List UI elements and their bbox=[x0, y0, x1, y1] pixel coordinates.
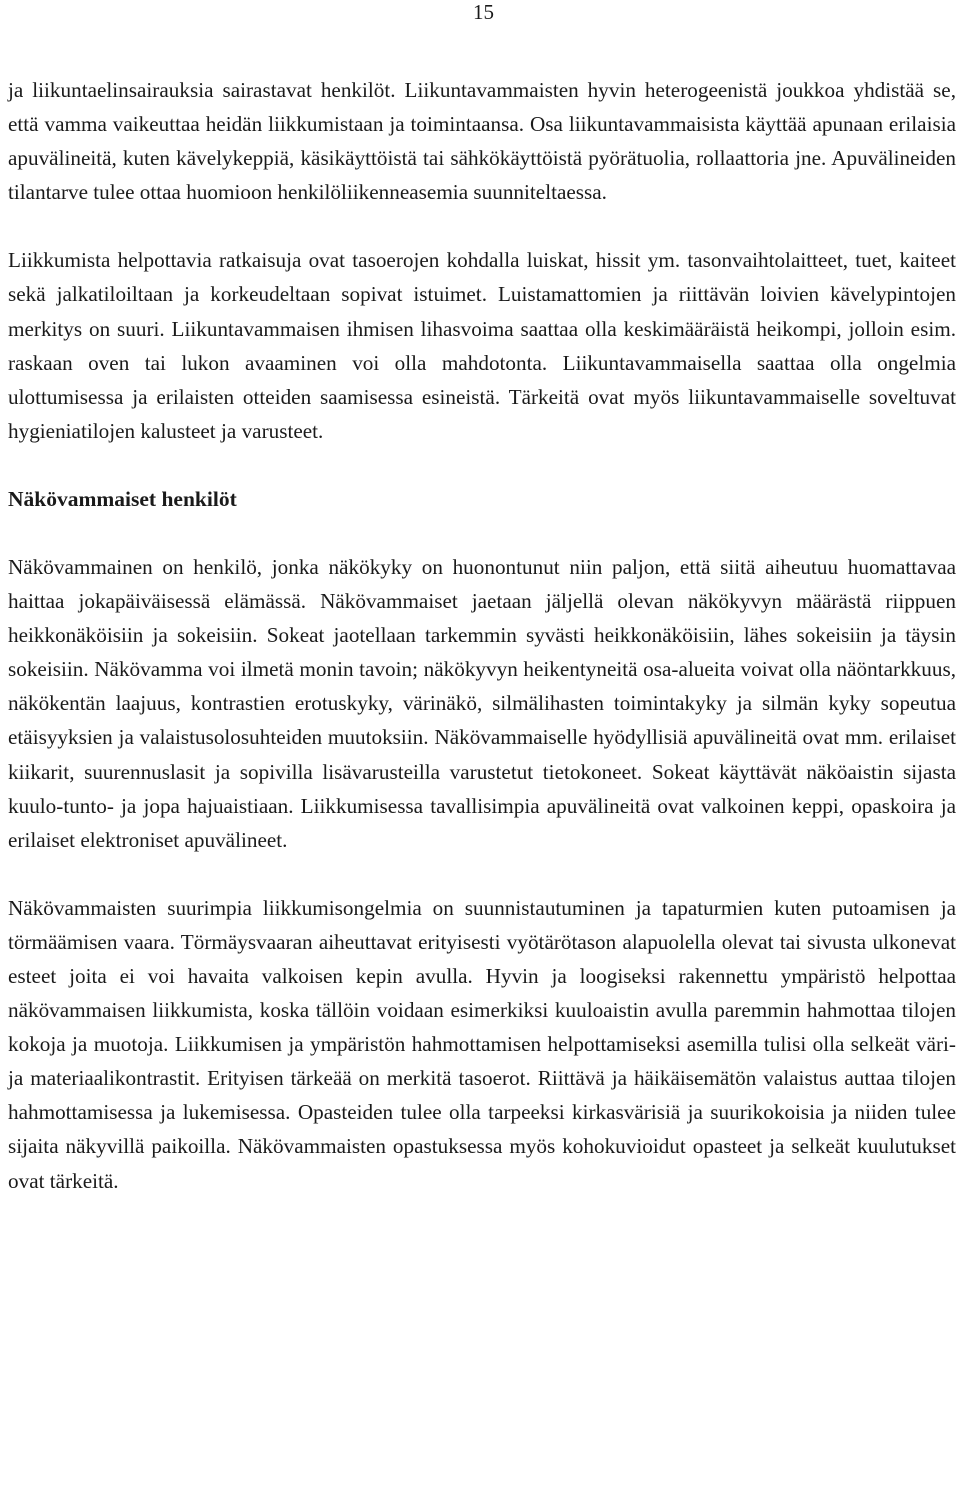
paragraph-orientation: Näkövammaisten suurimpia liikkumisongelmia on suunnistautuminen ja tapaturmien kuten putoamisen ja törmäämisen vaara. Törmäysvaaran aiheuttavat erityisesti vyötärötason alapuolella olevat tai sivusta ulkonevat esteet joita ei voi havaita valkoisen kepin avulla. Hyvin ja loogiseksi rakennettu ympäristö helpottaa näkövammaisen liikkumista, koska tällöin voidaan esimerkiksi kuuloaistin avulla paremmin hahmottaa tilojen kokoja ja muotoja. Liikkumisen ja ympäristön hahmottamisen helpottamiseksi asemilla tulisi olla selkeät väri- ja materiaalikontrastit. Erityisen tärkeää on merkitä tasoerot. Riittävä ja häikäisemätön valaistus auttaa tilojen hahmottamisessa ja lukemisessa. Opasteiden tulee olla tarpeeksi kirkasvärisiä ja suurikokoisia ja niiden tulee sijaita näkyvillä paikoilla. Näkövammaisten opastuksessa myös kohokuvioidut opasteet ja selkeät kuulutukset ovat tärkeitä. bbox=[8, 895, 956, 1193]
paragraph-spacer bbox=[8, 516, 956, 550]
page-number: 15 bbox=[473, 0, 494, 24]
paragraph-spacer bbox=[8, 448, 956, 482]
section-heading: Näkövammaiset henkilöt bbox=[8, 486, 237, 511]
paragraph-spacer bbox=[8, 209, 956, 243]
paragraph-mobility-solutions: Liikkumista helpottavia ratkaisuja ovat tasoerojen kohdalla luiskat, hissit ym. tasonvaihtolaitteet, tuet, kaiteet sekä jalkatiloiltaan ja korkeudeltaan sopivat istuimet. Luistamattomien ja riittävän loivien kävelypintojen merkitys on suuri. Liikuntavammaisen ihmisen lihasvoima saattaa olla keskimääräistä heikompi, jolloin esim. raskaan oven tai lukon avaaminen voi olla mahdotonta. Liikuntavammaisella saattaa olla ongelmia ulottumisessa ja erilaisten otteiden saamisessa esineistä. Tärkeitä ovat myös liikuntavammaiselle soveltuvat hygieniatilojen kalusteet ja varusteet. bbox=[8, 248, 956, 443]
paragraph-mobility-impaired: ja liikuntaelinsairauksia sairastavat henkilöt. Liikuntavammaisten hyvin heterogeenistä joukkoa yhdistää se, että vamma vaikeuttaa heidän liikkumistaan ja toimintaansa. Osa liikuntavammaisista käyttää apunaan erilaisia apuvälineitä, kuten kävelykeppiä, käsikäyttöistä tai sähkökäyttöistä pyörätuolia, rollaattoria jne. Apuvälineiden tilantarve tulee ottaa huomioon henkilöliikenneasemia suunniteltaessa. bbox=[8, 78, 956, 205]
paragraph-visually-impaired: Näkövammainen on henkilö, jonka näkökyky on huonontunut niin paljon, että siitä aiheutuu huomattavaa haittaa jokapäiväisessä elämässä. Näkövammaiset jaetaan jäljellä olevan näkökyvyn määrästä riippuen heikkonäköisiin ja sokeisiin. Sokeat jaotellaan tarkemmin syvästi heikkonäköisiin, lähes sokeisiin ja täysin sokeisiin. Näkövamma voi ilmetä monin tavoin; näkökyvyn heikentyneitä osa-alueita voivat olla näöntarkkuus, näkökentän laajuus, kontrastien erotuskyky, värinäkö, silmälihasten toimintakyky ja silmän kyky sopeutua etäisyyksien ja valaistusolosuhteiden muutoksiin. Näkövammaiselle hyödyllisiä apuvälineitä ovat mm. erilaiset kiikarit, suurennuslasit ja sopivilla lisävarusteilla varustetut tietokoneet. Sokeat käyttävät näköaistin sijasta kuulo-tunto- ja jopa hajuaistiaan. Liikkumisessa tavallisimpia apuvälineitä ovat valkoinen keppi, opaskoira ja erilaiset elektroniset apuvälineet. bbox=[8, 554, 956, 852]
document-body bbox=[8, 73, 956, 1198]
paragraph-spacer bbox=[8, 857, 956, 891]
